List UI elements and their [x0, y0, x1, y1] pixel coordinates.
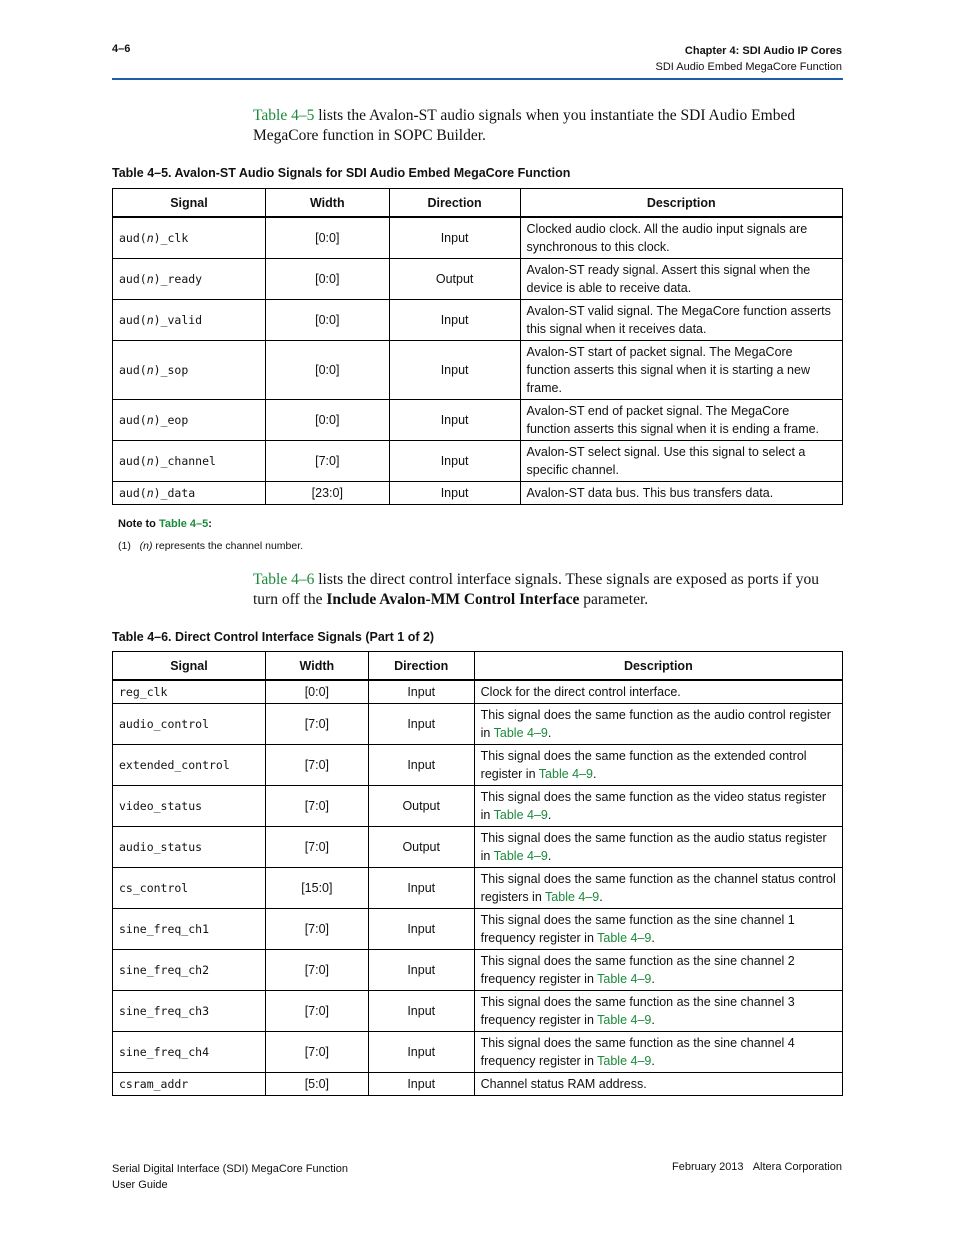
signal-cell	[113, 441, 266, 482]
table-note	[118, 518, 212, 530]
table-4-9-link[interactable]: Table 4–9	[597, 972, 652, 986]
description-text: Clock for the direct control interface.	[480, 685, 681, 699]
description-cell	[474, 1032, 842, 1073]
note-colon: :	[208, 518, 212, 530]
intro-2-bold: Include Avalon-MM Control Interface	[326, 591, 580, 608]
direction-cell: Input	[368, 680, 474, 704]
direction-cell: Input	[389, 441, 520, 482]
signal-cell: reg_clk	[113, 680, 266, 704]
table-4-6-caption: Table 4–6. Direct Control Interface Signals (Part 1 of 2)	[112, 630, 435, 644]
table-row	[113, 259, 843, 300]
signal-cell: audio_control	[113, 704, 266, 745]
signal-suffix: )_eop	[153, 413, 189, 427]
table-row	[113, 400, 843, 441]
description-cell: Avalon-ST data bus. This bus transfers data.	[520, 482, 842, 505]
footer-date: February 2013	[672, 1161, 744, 1173]
intro-paragraph-1	[253, 106, 843, 146]
description-cell	[474, 745, 842, 786]
width-cell: [15:0]	[265, 868, 368, 909]
signal-prefix: aud(	[119, 313, 147, 327]
width-cell: [0:0]	[265, 259, 389, 300]
page-number: 4–6	[112, 43, 131, 55]
width-cell: [0:0]	[265, 217, 389, 259]
description-text: This signal does the same function as the sine channel 4 frequency register in	[480, 1036, 795, 1068]
table-4-9-link[interactable]: Table 4–9	[493, 726, 548, 740]
header-rule	[112, 78, 843, 80]
column-header-signal: Signal	[113, 652, 266, 681]
description-period: .	[593, 767, 597, 781]
direction-cell: Input	[368, 1073, 474, 1096]
table-4-5-caption: Table 4–5. Avalon-ST Audio Signals for SDI Audio Embed MegaCore Function	[112, 166, 571, 180]
signal-prefix: aud(	[119, 454, 147, 468]
description-period: .	[651, 972, 655, 986]
direction-cell: Output	[368, 786, 474, 827]
column-header-description: Description	[474, 652, 842, 681]
signal-channel-n: n	[146, 454, 154, 468]
footer-right	[672, 1161, 842, 1173]
table-4-9-link[interactable]: Table 4–9	[597, 1013, 652, 1027]
description-cell	[474, 991, 842, 1032]
signal-channel-n: n	[146, 313, 154, 327]
footer-left	[112, 1161, 348, 1193]
running-header	[656, 43, 843, 75]
signal-channel-n: n	[146, 272, 154, 286]
direction-cell: Input	[389, 400, 520, 441]
table-row	[113, 745, 843, 786]
signal-prefix: aud(	[119, 363, 147, 377]
table-4-5-link[interactable]: Table 4–5	[253, 107, 315, 124]
signal-cell: sine_freq_ch4	[113, 1032, 266, 1073]
direction-cell: Input	[368, 745, 474, 786]
signal-prefix: aud(	[119, 413, 147, 427]
description-cell	[474, 1073, 842, 1096]
description-text: This signal does the same function as the extended control register in	[480, 749, 807, 781]
table-4-9-link[interactable]: Table 4–9	[493, 849, 548, 863]
description-text: This signal does the same function as the audio status register in	[480, 831, 827, 863]
table-row	[113, 704, 843, 745]
signal-suffix: )_valid	[153, 313, 203, 327]
width-cell: [7:0]	[265, 991, 368, 1032]
column-header-width: Width	[265, 189, 389, 218]
direction-cell: Input	[368, 1032, 474, 1073]
table-row	[113, 482, 843, 505]
table-4-6-link[interactable]: Table 4–6	[253, 571, 315, 588]
signal-suffix: )_clk	[153, 231, 189, 245]
signal-cell: sine_freq_ch3	[113, 991, 266, 1032]
description-period: .	[599, 890, 603, 904]
note-italic-n: (n)	[139, 540, 153, 552]
width-cell: [7:0]	[265, 441, 389, 482]
column-header-description: Description	[520, 189, 842, 218]
table-4-9-link[interactable]: Table 4–9	[597, 1054, 652, 1068]
direction-cell: Input	[389, 300, 520, 341]
description-text: Channel status RAM address.	[480, 1077, 647, 1091]
signal-suffix: )_sop	[153, 363, 189, 377]
signal-prefix: aud(	[119, 231, 147, 245]
width-cell: [0:0]	[265, 400, 389, 441]
table-row	[113, 950, 843, 991]
signal-cell: cs_control	[113, 868, 266, 909]
column-header-signal: Signal	[113, 189, 266, 218]
signal-cell: extended_control	[113, 745, 266, 786]
width-cell: [23:0]	[265, 482, 389, 505]
intro-2-text-2: parameter.	[579, 591, 649, 608]
signal-cell	[113, 400, 266, 441]
table-row	[113, 1073, 843, 1096]
description-period: .	[547, 726, 552, 740]
direction-cell: Input	[368, 704, 474, 745]
signal-cell	[113, 300, 266, 341]
description-text: This signal does the same function as the channel status control registers in	[480, 872, 836, 904]
description-cell	[474, 704, 842, 745]
direction-cell: Input	[389, 217, 520, 259]
direction-cell: Output	[389, 259, 520, 300]
intro-paragraph-2	[253, 570, 843, 610]
column-header-direction: Direction	[368, 652, 474, 681]
description-cell: Avalon-ST end of packet signal. The MegaCore function asserts this signal when it is ending a frame.	[520, 400, 842, 441]
width-cell: [7:0]	[265, 786, 368, 827]
description-period: .	[547, 808, 552, 822]
signal-cell: csram_addr	[113, 1073, 266, 1096]
table-row	[113, 827, 843, 868]
description-period: .	[651, 1013, 655, 1027]
column-header-width: Width	[265, 652, 368, 681]
signal-cell	[113, 217, 266, 259]
intro-2-text-1: lists the direct control interface signals. These signals are exposed as ports if you turn off the	[253, 571, 819, 608]
signal-channel-n: n	[146, 486, 154, 500]
width-cell: [0:0]	[265, 300, 389, 341]
width-cell: [5:0]	[265, 1073, 368, 1096]
table-row	[113, 300, 843, 341]
chapter-title: Chapter 4: SDI Audio IP Cores	[684, 45, 842, 57]
signal-suffix: )_channel	[153, 454, 216, 468]
width-cell: [0:0]	[265, 680, 368, 704]
signal-cell	[113, 482, 266, 505]
signal-cell	[113, 259, 266, 300]
table-row	[113, 217, 843, 259]
intro-1-text: lists the Avalon-ST audio signals when you instantiate the SDI Audio Embed MegaCore function in SOPC Builder.	[253, 107, 796, 144]
direction-cell: Output	[368, 827, 474, 868]
table-4-9-link[interactable]: Table 4–9	[597, 931, 652, 945]
description-cell: Avalon-ST ready signal. Assert this signal when the device is able to receive data.	[520, 259, 842, 300]
note-item	[118, 540, 303, 552]
description-text: This signal does the same function as the audio control register in	[480, 708, 831, 740]
description-cell	[474, 827, 842, 868]
table-row	[113, 786, 843, 827]
note-label: Note to	[118, 518, 159, 530]
footer-title: Serial Digital Interface (SDI) MegaCore Function	[112, 1163, 348, 1175]
table-row	[113, 441, 843, 482]
signal-channel-n: n	[146, 413, 154, 427]
column-header-direction: Direction	[389, 189, 520, 218]
direction-cell: Input	[389, 482, 520, 505]
description-period: .	[651, 1054, 655, 1068]
table-4-6	[112, 651, 843, 1096]
width-cell: [7:0]	[265, 909, 368, 950]
signal-suffix: )_data	[153, 486, 196, 500]
width-cell: [7:0]	[265, 745, 368, 786]
description-cell: Clocked audio clock. All the audio input signals are synchronous to this clock.	[520, 217, 842, 259]
description-cell	[474, 909, 842, 950]
signal-channel-n: n	[146, 363, 154, 377]
signal-suffix: )_ready	[153, 272, 203, 286]
direction-cell: Input	[368, 909, 474, 950]
description-cell: Avalon-ST start of packet signal. The MegaCore function asserts this signal when it is starting a new frame.	[520, 341, 842, 400]
description-period: .	[547, 849, 552, 863]
note-text: represents the channel number.	[152, 540, 304, 552]
description-cell	[474, 950, 842, 991]
signal-cell: sine_freq_ch1	[113, 909, 266, 950]
footer-subtitle: User Guide	[112, 1179, 168, 1191]
direction-cell: Input	[368, 868, 474, 909]
table-row	[113, 909, 843, 950]
signal-prefix: aud(	[119, 486, 147, 500]
table-4-9-link[interactable]: Table 4–9	[493, 808, 548, 822]
table-row	[113, 868, 843, 909]
description-text: This signal does the same function as the video status register in	[480, 790, 826, 822]
signal-prefix: aud(	[119, 272, 147, 286]
description-cell	[474, 868, 842, 909]
table-row	[113, 680, 843, 704]
table-row	[113, 341, 843, 400]
table-row	[113, 1032, 843, 1073]
signal-cell: audio_status	[113, 827, 266, 868]
signal-cell: sine_freq_ch2	[113, 950, 266, 991]
signal-cell: video_status	[113, 786, 266, 827]
description-text: This signal does the same function as the sine channel 3 frequency register in	[480, 995, 795, 1027]
footer-company: Altera Corporation	[752, 1161, 842, 1173]
direction-cell: Input	[389, 341, 520, 400]
description-period: .	[651, 931, 655, 945]
description-cell	[474, 680, 842, 704]
section-title: SDI Audio Embed MegaCore Function	[655, 61, 842, 73]
direction-cell: Input	[368, 950, 474, 991]
width-cell: [0:0]	[265, 341, 389, 400]
table-4-5	[112, 188, 843, 505]
signal-cell	[113, 341, 266, 400]
note-number: (1)	[118, 540, 131, 552]
table-4-9-link[interactable]: Table 4–9	[538, 767, 594, 781]
note-table-link[interactable]: Table 4–5	[158, 518, 209, 530]
table-row	[113, 991, 843, 1032]
table-4-9-link[interactable]: Table 4–9	[545, 890, 600, 904]
direction-cell: Input	[368, 991, 474, 1032]
description-cell	[474, 786, 842, 827]
description-cell: Avalon-ST select signal. Use this signal to select a specific channel.	[520, 441, 842, 482]
width-cell: [7:0]	[265, 950, 368, 991]
description-text: This signal does the same function as the sine channel 1 frequency register in	[480, 913, 795, 945]
signal-channel-n: n	[146, 231, 154, 245]
width-cell: [7:0]	[265, 704, 368, 745]
width-cell: [7:0]	[265, 1032, 368, 1073]
width-cell: [7:0]	[265, 827, 368, 868]
description-text: This signal does the same function as the sine channel 2 frequency register in	[480, 954, 795, 986]
description-cell: Avalon-ST valid signal. The MegaCore function asserts this signal when it receives data.	[520, 300, 842, 341]
